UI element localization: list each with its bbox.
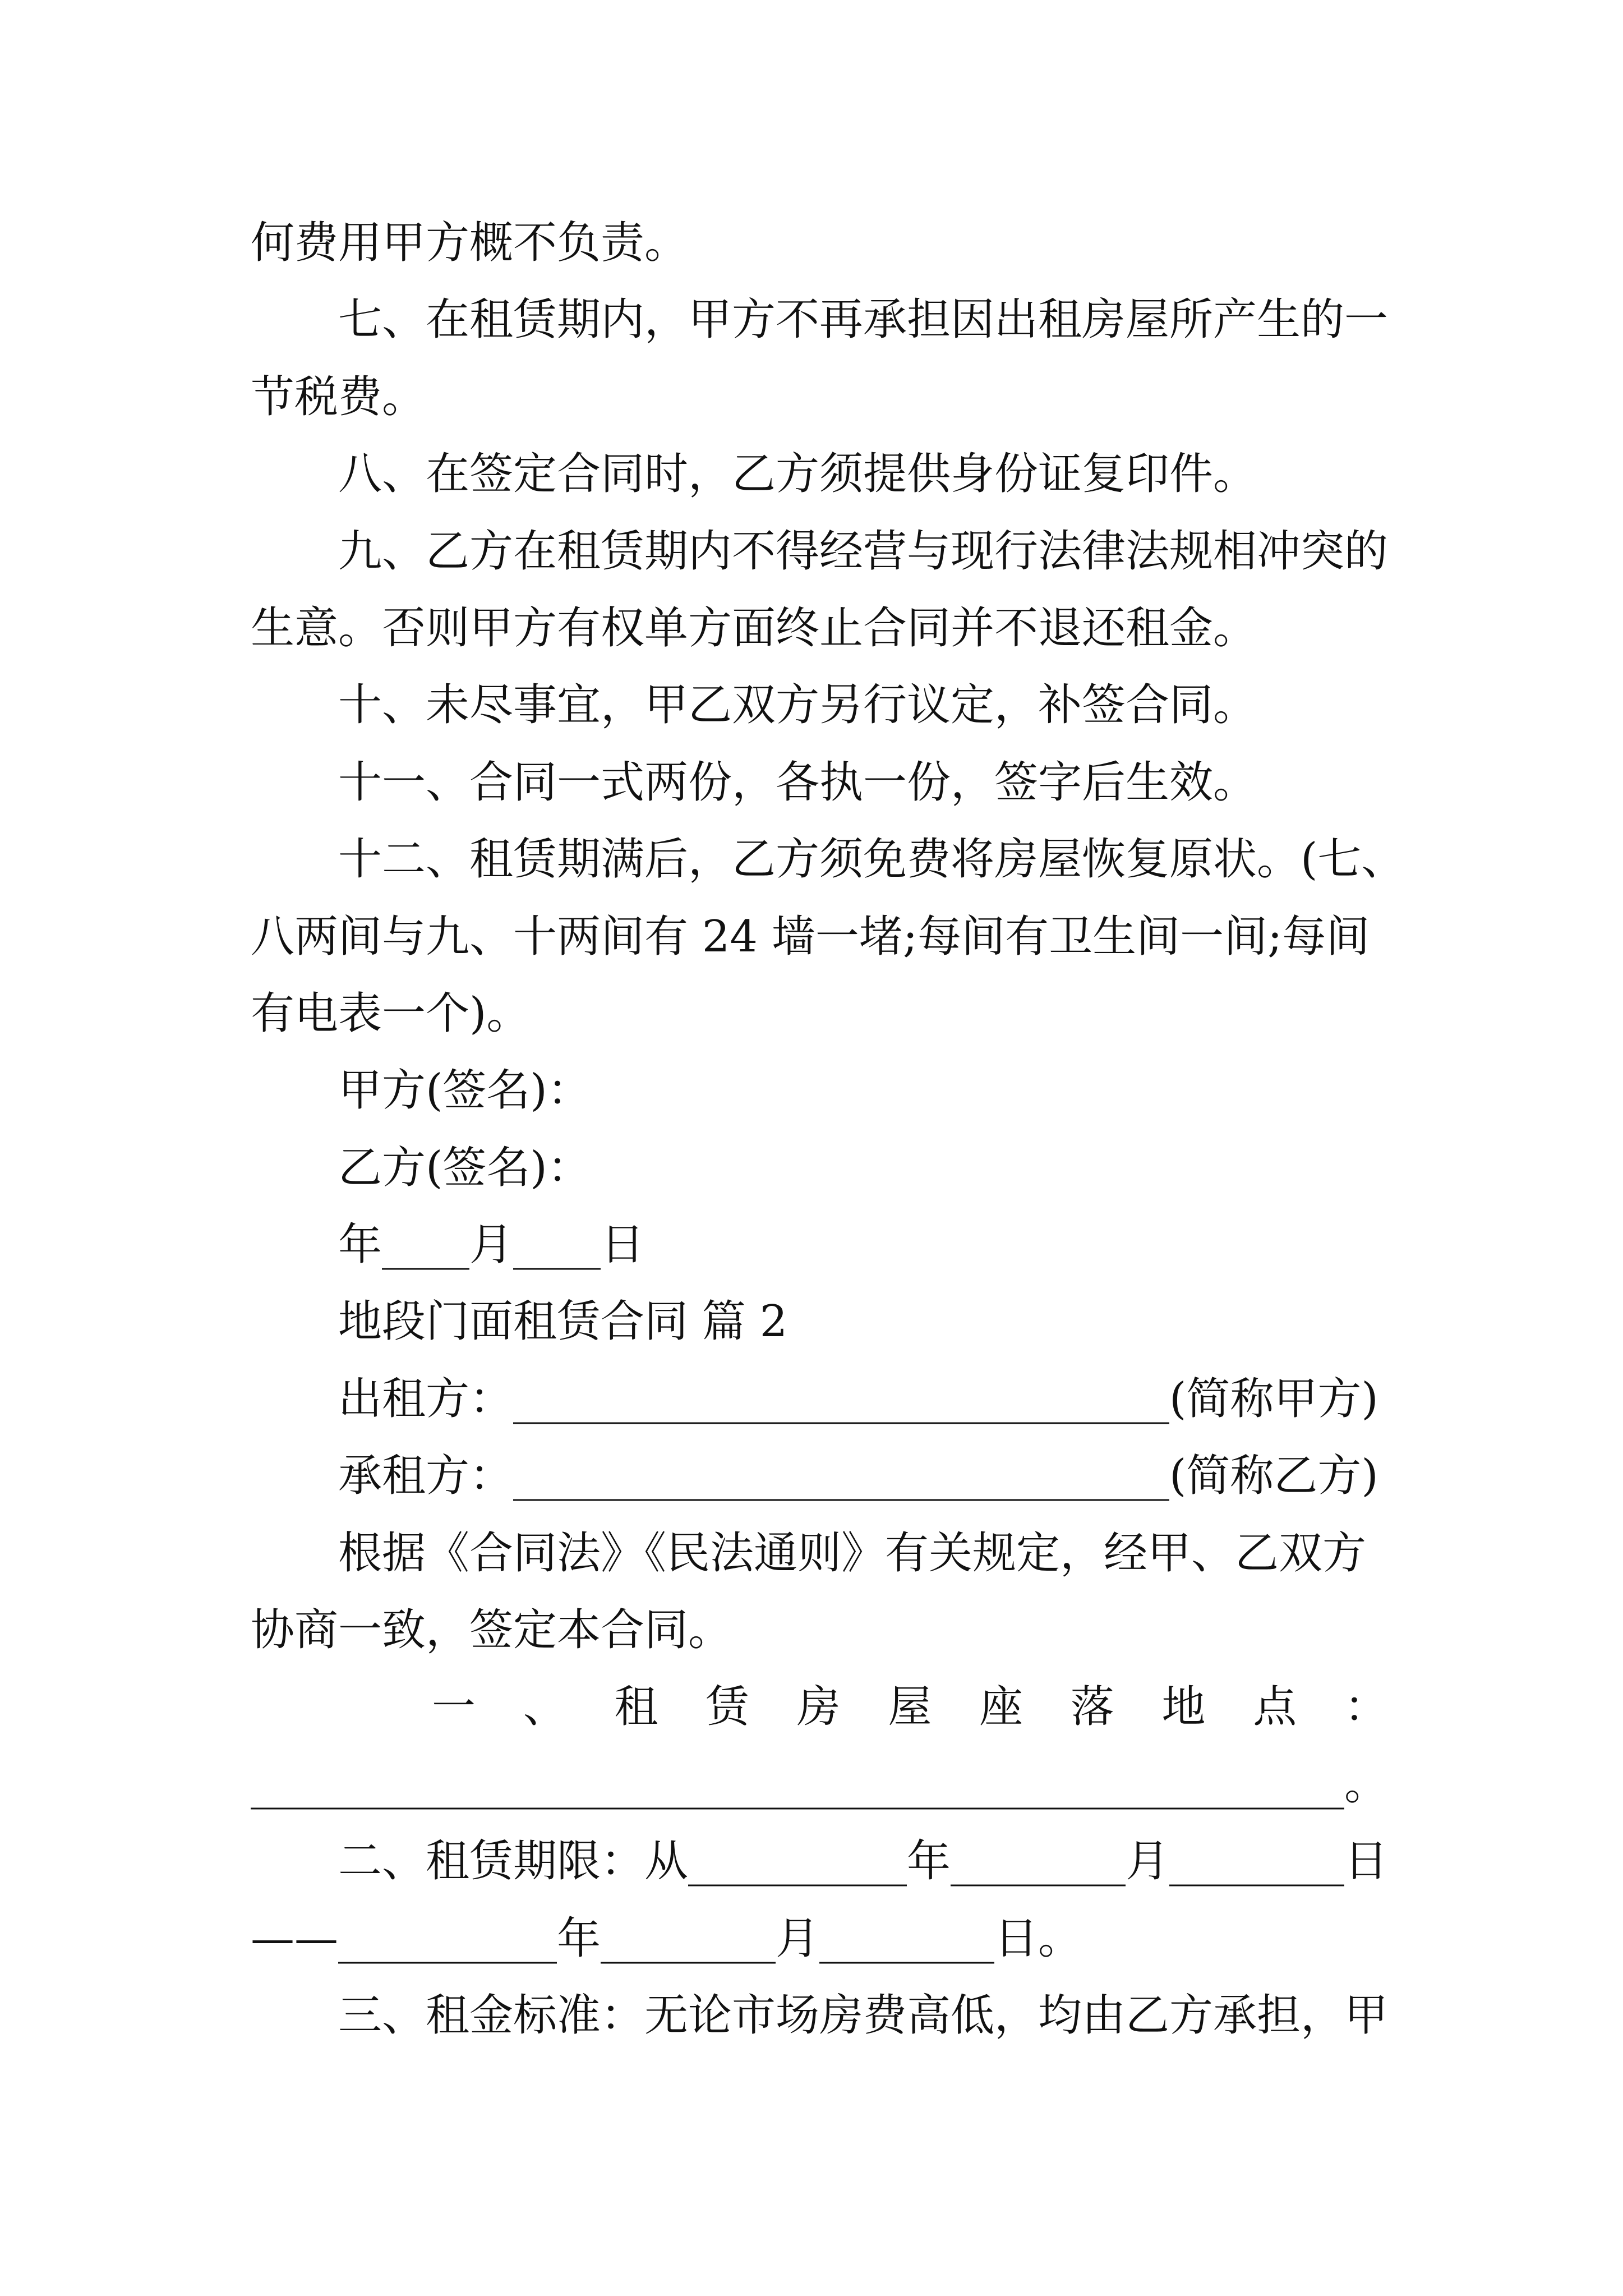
clause-9-line-1: 九、乙方在租赁期内不得经营与现行法律法规相冲突的: [338, 526, 1389, 577]
spread-character: 房: [796, 1682, 841, 1733]
spread-character: 落: [1070, 1682, 1114, 1733]
spread-character: 一: [432, 1682, 476, 1733]
clause-7-line-2: 节税费。: [251, 371, 426, 422]
clause-8: 八、在签定合同时，乙方须提供身份证复印件。: [338, 449, 1257, 500]
clause-3-rent-line-1: 三、租金标准：无论市场房费高低，均由乙方承担，甲: [338, 1990, 1389, 2041]
clause-6-continuation: 何费用甲方概不负责。: [251, 218, 689, 268]
spread-character: 屋: [888, 1682, 932, 1733]
clause-11: 十一、合同一式两份，各执一份，签字后生效。: [338, 757, 1257, 808]
party-b-signature: 乙方(签名)：: [338, 1142, 591, 1193]
spread-character: 租: [614, 1682, 658, 1733]
clause-12-line-2: 八两间与九、十两间有 24 墙一堵;每间有卫生间一间;每间: [251, 911, 1370, 962]
clause-7-line-1: 七、在租赁期内，甲方不再承担因出租房屋所产生的一: [338, 295, 1389, 346]
clause-2-term-line-2: ——__________年________月________日。: [251, 1913, 1082, 1964]
clause-12-line-1: 十二、租赁期满后，乙方须免费将房屋恢复原状。(七、: [338, 834, 1405, 885]
clause-1-location-label: [251, 1669, 1388, 1746]
spread-character: 座: [979, 1682, 1023, 1733]
spread-character: 赁: [706, 1682, 750, 1733]
spread-character: 地: [1161, 1682, 1206, 1733]
lessee-field: 承租方：______________________________(简称乙方): [338, 1451, 1378, 1502]
lessor-field: 出租方：______________________________(简称甲方): [338, 1373, 1378, 1424]
preamble-line-2: 协商一致，签定本合同。: [251, 1605, 732, 1656]
spread-character: ：: [1344, 1682, 1388, 1733]
party-a-signature: 甲方(签名)：: [338, 1065, 591, 1116]
clause-1-location-blank: __________________________________________________。: [251, 1759, 1389, 1810]
clause-9-line-2: 生意。否则甲方有权单方面终止合同并不退还租金。: [251, 602, 1257, 654]
signature-date: 年____月____日: [338, 1220, 645, 1271]
clause-10: 十、未尽事宜，甲乙双方另行议定，补签合同。: [338, 680, 1257, 731]
spread-character: 、: [523, 1682, 567, 1733]
clause-2-term-line-1: 二、租赁期限：从__________年________月________日: [338, 1836, 1389, 1887]
preamble-line-1: 根据《合同法》《民法通则》有关规定，经甲、乙双方: [338, 1527, 1367, 1579]
clause-12-line-3: 有电表一个)。: [251, 988, 531, 1039]
spread-character: 点: [1253, 1682, 1297, 1733]
section-title: 地段门面租赁合同 篇 2: [338, 1296, 788, 1347]
